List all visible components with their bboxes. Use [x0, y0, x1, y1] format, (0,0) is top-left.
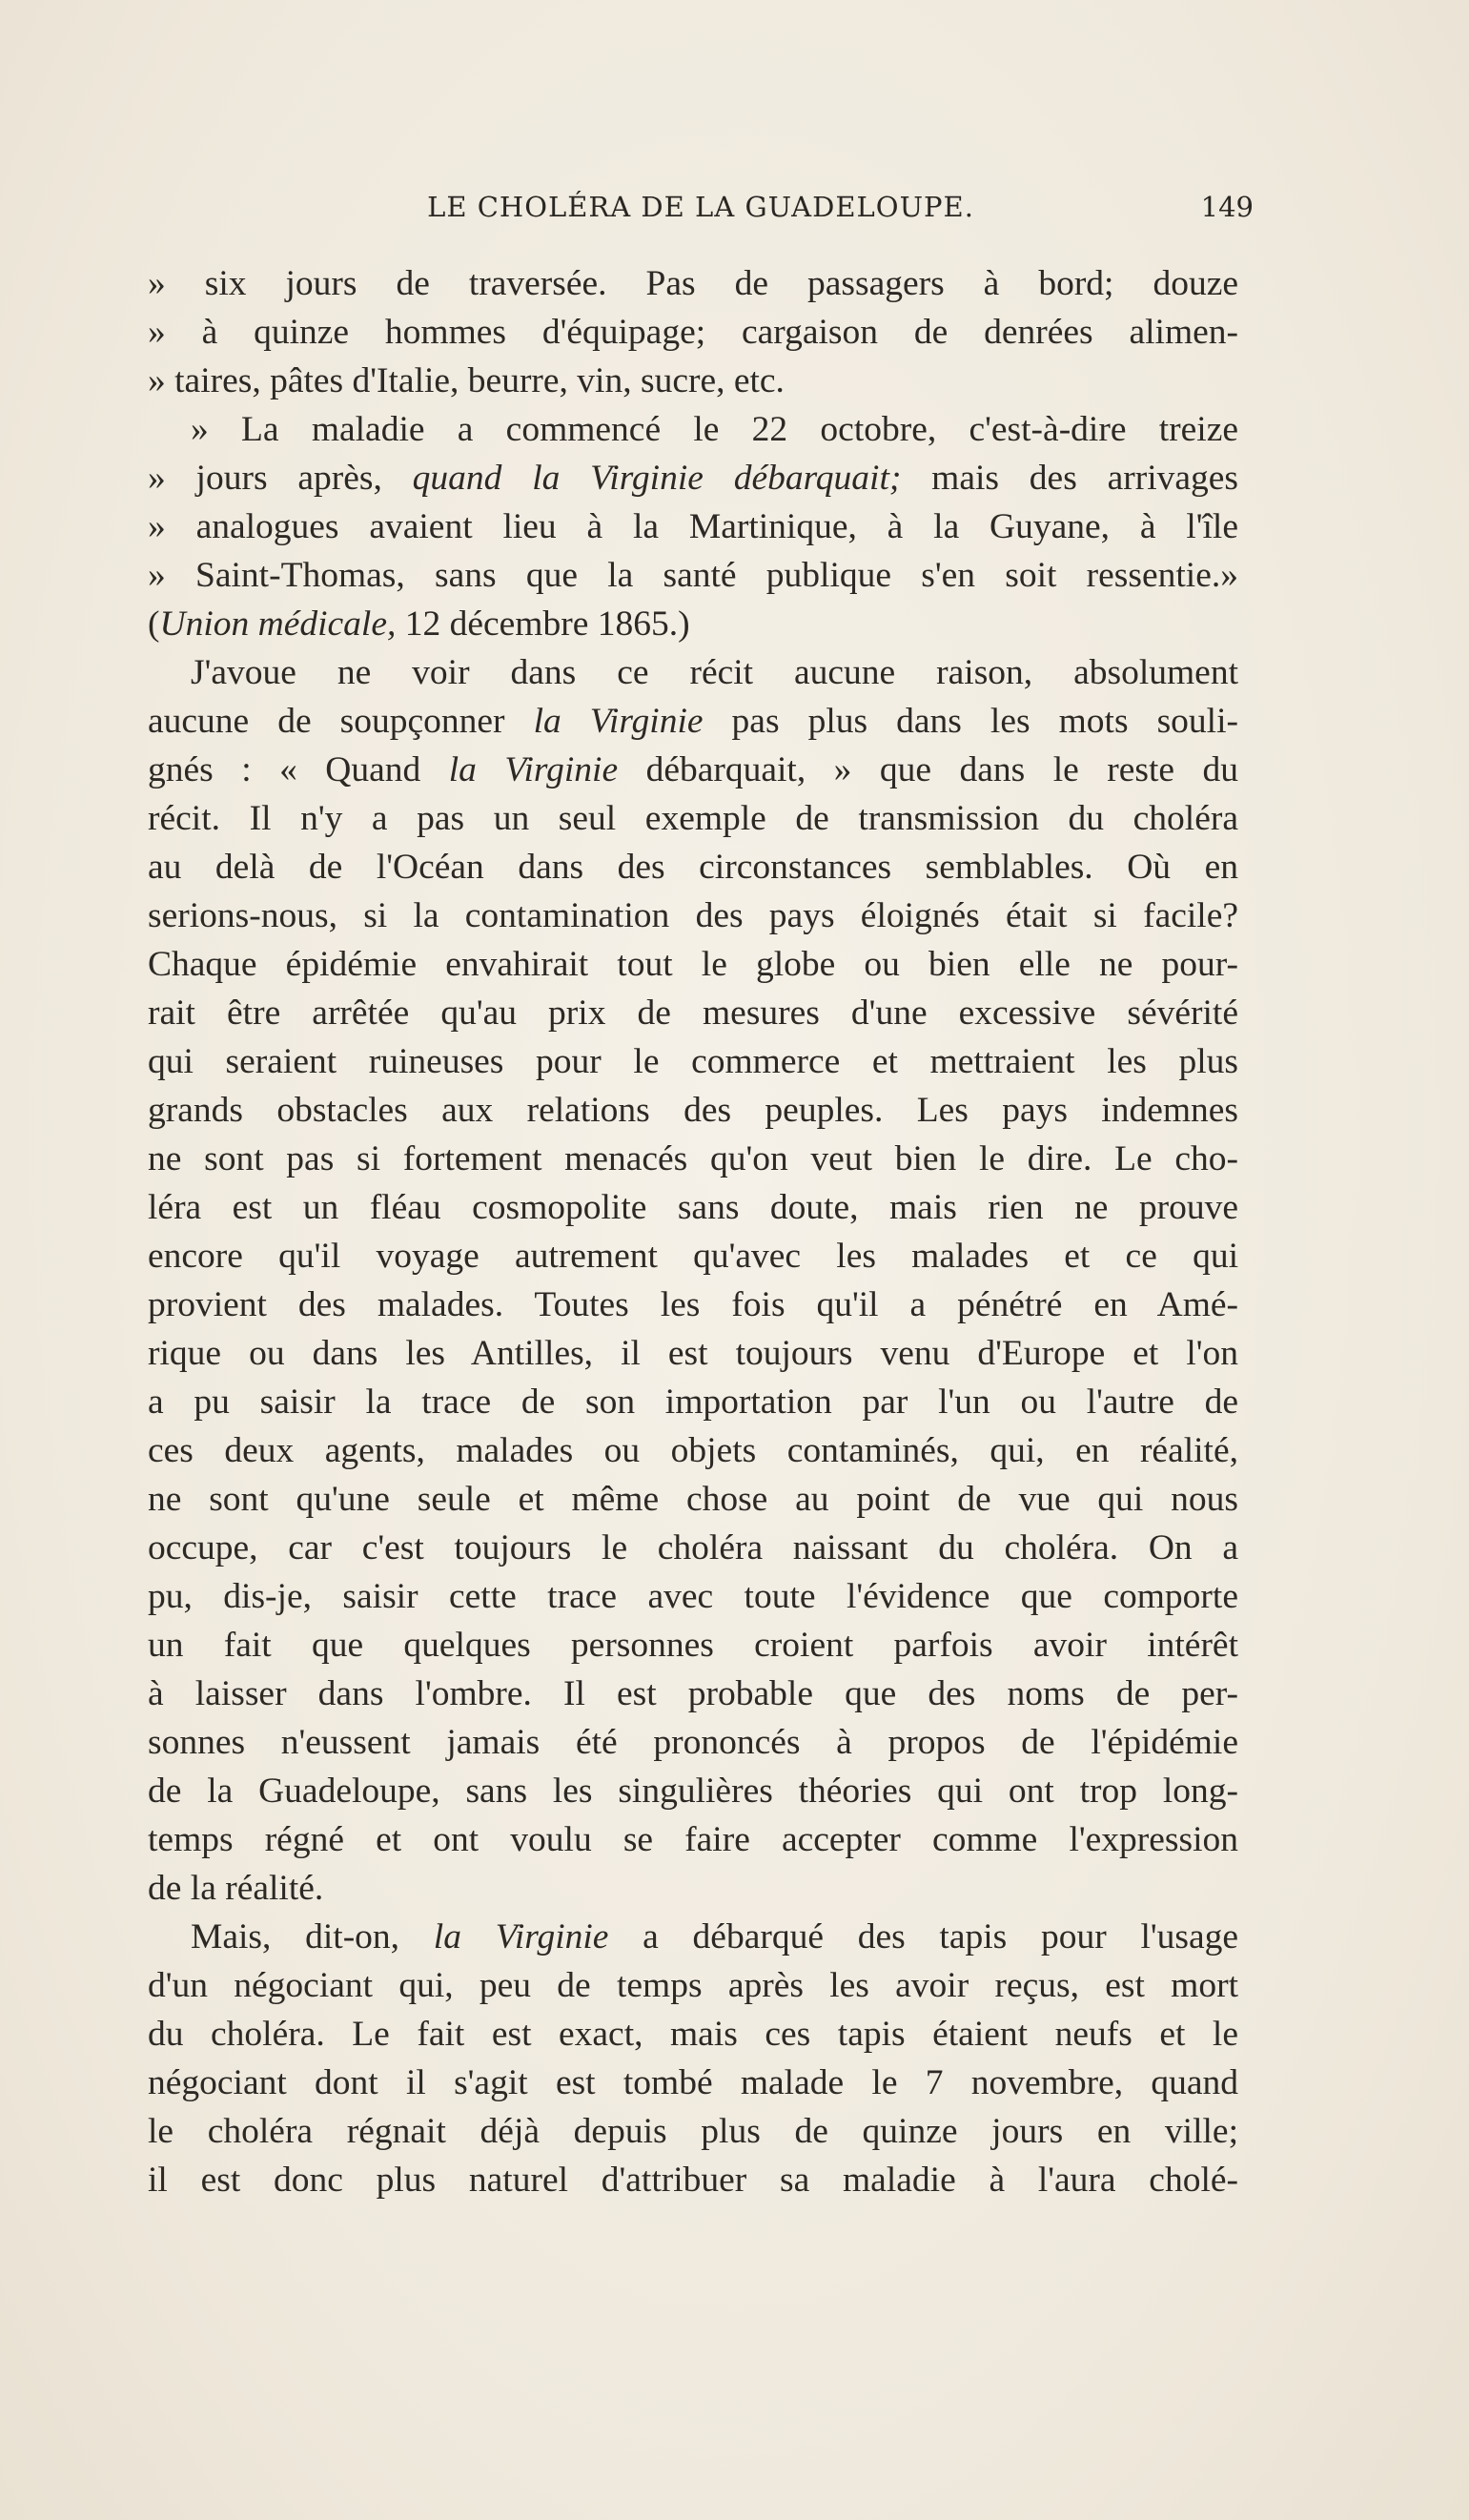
text-span: débarquait, » que dans le reste du	[618, 750, 1238, 789]
text-line: du choléra. Le fait est exact, mais ces tapis étaient neufs et le	[148, 2015, 1238, 2054]
text-line: Chaque épidémie envahirait tout le globe ou bien elle ne pour-	[148, 945, 1238, 984]
text-line: au delà de l'Océan dans des circonstances semblables. Où en	[148, 848, 1238, 887]
text-span: (	[148, 604, 160, 644]
text-line: » analogues avaient lieu à la Martinique, à la Guyane, à l'île	[148, 507, 1238, 546]
text-line: » six jours de traversée. Pas de passagers à bord; douze	[148, 264, 1238, 303]
text-span: Mais, dit-on,	[191, 1917, 434, 1957]
text-line	[148, 1913, 1238, 1961]
text-span: » jours après,	[148, 459, 413, 498]
body-text	[148, 259, 1238, 2204]
text-line: pu, dis-je, saisir cette trace avec toute l'évidence que comporte	[148, 1577, 1238, 1616]
text-line: temps régné et ont voulu se faire accepter comme l'expression	[148, 1820, 1238, 1859]
text-span: a débarqué des tapis pour l'usage	[608, 1917, 1238, 1957]
text-line: sonnes n'eussent jamais été prononcés à propos de l'épidémie	[148, 1723, 1238, 1762]
page-number: 149	[1200, 191, 1254, 223]
running-title: LE CHOLÉRA DE LA GUADELOUPE.	[427, 191, 974, 223]
text-line: d'un négociant qui, peu de temps après les avoir reçus, est mort	[148, 1966, 1238, 2005]
text-line: provient des malades. Toutes les fois qu'il a pénétré en Amé-	[148, 1285, 1238, 1324]
text-span: 12 décembre 1865.)	[396, 604, 690, 644]
text-line: encore qu'il voyage autrement qu'avec les malades et ce qui	[148, 1237, 1238, 1276]
text-line: un fait que quelques personnes croient parfois avoir intérêt	[148, 1626, 1238, 1665]
text-line: ne sont pas si fortement menacés qu'on veut bien le dire. Le cho-	[148, 1139, 1238, 1178]
text-line: qui seraient ruineuses pour le commerce et mettraient les plus	[148, 1042, 1238, 1081]
text-line: J'avoue ne voir dans ce récit aucune raison, absolument	[191, 653, 1238, 692]
text-line: de la réalité.	[148, 1869, 324, 1908]
text-line: ne sont qu'une seule et même chose au point de vue qui nous	[148, 1480, 1238, 1519]
text-line: » taires, pâtes d'Italie, beurre, vin, sucre, etc.	[148, 361, 785, 400]
text-span: pas plus dans les mots souli-	[703, 702, 1238, 741]
text-line	[148, 746, 1238, 794]
text-line: léra est un fléau cosmopolite sans doute, mais rien ne prouve	[148, 1188, 1238, 1227]
italic-span: la Virginie	[433, 1917, 609, 1957]
text-span: aucune de soupçonner	[148, 702, 534, 741]
text-line: a pu saisir la trace de son importation par l'un ou l'autre de	[148, 1383, 1238, 1422]
text-line: rique ou dans les Antilles, il est toujours venu d'Europe et l'on	[148, 1334, 1238, 1373]
text-line: » Saint-Thomas, sans que la santé publique s'en soit ressentie.»	[148, 556, 1238, 595]
text-line: à laisser dans l'ombre. Il est probable que des noms de per-	[148, 1674, 1238, 1713]
text-line: occupe, car c'est toujours le choléra naissant du choléra. On a	[148, 1528, 1238, 1567]
text-line: négociant dont il s'agit est tombé malade le 7 novembre, quand	[148, 2063, 1238, 2102]
italic-span: quand la Virginie débarquait;	[412, 459, 902, 498]
text-span: gnés : « Quand	[148, 750, 449, 789]
text-line: » La maladie a commencé le 22 octobre, c'est-à-dire treize	[191, 410, 1238, 449]
text-line: serions-nous, si la contamination des pays éloignés était si facile?	[148, 896, 1238, 935]
text-span: mais des arrivages	[901, 459, 1239, 498]
text-line: de la Guadeloupe, sans les singulières théories qui ont trop long-	[148, 1772, 1238, 1811]
text-line: » à quinze hommes d'équipage; cargaison de denrées alimen-	[148, 313, 1238, 352]
text-line: il est donc plus naturel d'attribuer sa maladie à l'aura cholé-	[148, 2161, 1238, 2200]
text-line	[148, 697, 1238, 746]
page-header	[148, 191, 1254, 238]
italic-span: Union médicale,	[159, 604, 397, 644]
text-line: récit. Il n'y a pas un seul exemple de transmission du choléra	[148, 799, 1238, 838]
italic-span: la Virginie	[448, 750, 619, 789]
text-line: le choléra régnait déjà depuis plus de quinze jours en ville;	[148, 2112, 1238, 2151]
text-line: rait être arrêtée qu'au prix de mesures d'une excessive sévérité	[148, 994, 1238, 1033]
text-line: ces deux agents, malades ou objets contaminés, qui, en réalité,	[148, 1431, 1238, 1470]
italic-span: la Virginie	[533, 702, 704, 741]
text-line	[148, 454, 1238, 502]
text-line: grands obstacles aux relations des peuples. Les pays indemnes	[148, 1091, 1238, 1130]
text-line	[148, 600, 1238, 648]
